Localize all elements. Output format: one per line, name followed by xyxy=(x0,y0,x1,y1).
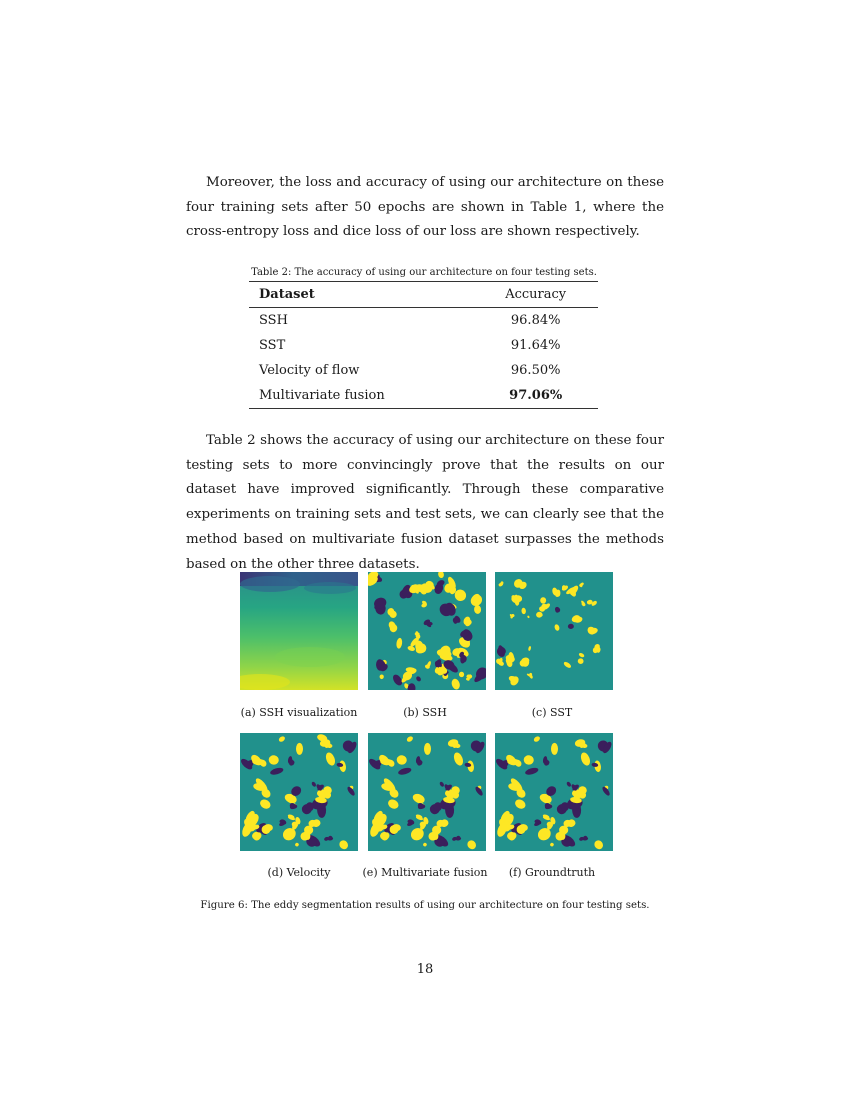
subfigure-caption-d: (d) Velocity xyxy=(267,866,331,879)
subfigure-caption-b: (b) SSH xyxy=(403,706,447,719)
accuracy-table xyxy=(249,281,598,409)
velocity-segmentation-image xyxy=(240,733,358,851)
header-accuracy: Accuracy xyxy=(505,287,567,302)
table-row xyxy=(249,308,598,334)
paragraph-discussion: Table 2 shows the accuracy of using our architecture on these four testing sets to more convincingly prove that the results on our dataset have improved significantly. Through these comparative experiments on training sets and test sets, we can clearly see that the method based on multivariate fusion dataset surpasses the methods based on the other three datasets. xyxy=(186,433,664,572)
ssh-visualization-image xyxy=(240,572,358,690)
table-caption: Table 2: The accuracy of using our architecture on four testing sets. xyxy=(251,267,597,278)
cell-accuracy: 96.50% xyxy=(510,363,561,378)
cell-dataset: Velocity of flow xyxy=(259,363,360,378)
subfigure-caption-a: (a) SSH visualization xyxy=(240,706,358,719)
cell-dataset: SSH xyxy=(259,313,288,328)
table-row xyxy=(249,333,598,358)
page-number: 18 xyxy=(416,962,434,977)
groundtruth-segmentation-image xyxy=(495,733,613,851)
table-header-row xyxy=(249,282,598,308)
cell-accuracy: 96.84% xyxy=(510,313,561,328)
cell-accuracy-best: 97.06% xyxy=(509,388,563,403)
figure-caption: Figure 6: The eddy segmentation results of using our architecture on four testing sets. xyxy=(200,900,650,911)
subfigure-caption-e: (e) Multivariate fusion xyxy=(362,866,488,879)
subfigure-caption-c: (c) SST xyxy=(531,706,573,719)
subfigure-caption-f: (f) Groundtruth xyxy=(508,866,596,879)
cell-accuracy: 91.64% xyxy=(510,338,561,353)
cell-dataset: Multivariate fusion xyxy=(259,388,385,403)
sst-segmentation-image xyxy=(495,572,613,690)
table-row xyxy=(249,383,598,409)
table-row xyxy=(249,358,598,383)
paragraph-intro: Moreover, the loss and accuracy of using our architecture on these four training sets after 50 epochs are shown in Table 1, where the cross-entropy loss and dice loss of our loss are shown respectively. xyxy=(186,175,664,240)
multivariate-fusion-segmentation-image xyxy=(368,733,486,851)
ssh-segmentation-image xyxy=(368,572,486,690)
header-dataset: Dataset xyxy=(259,287,315,302)
cell-dataset: SST xyxy=(259,338,286,353)
